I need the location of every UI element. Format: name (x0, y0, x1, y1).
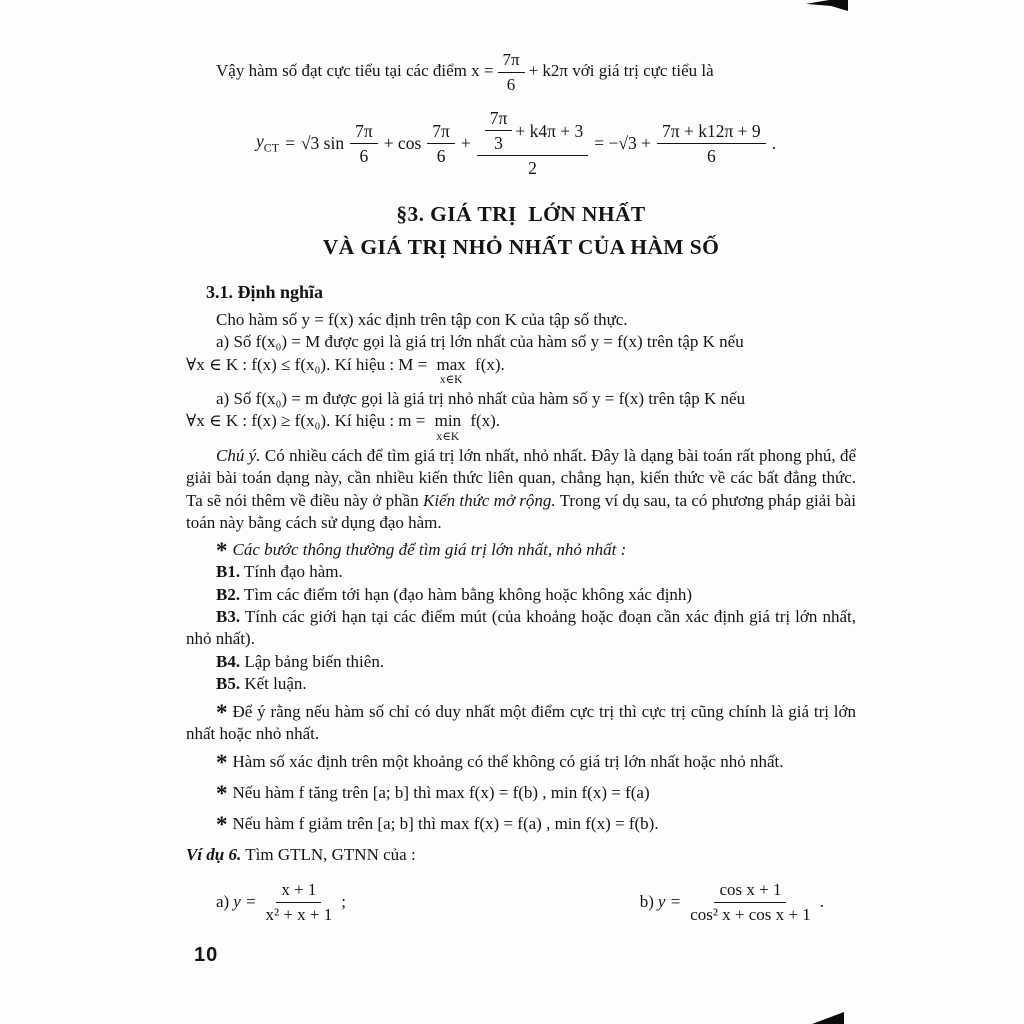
example-formulas (186, 880, 856, 924)
step-b5: B5. Kết luận. (216, 674, 307, 694)
conclusion-text-before: Vậy hàm số đạt cực tiểu tại các điểm (216, 60, 467, 80)
min-operator: min x∈K (434, 411, 462, 443)
section-title (186, 198, 856, 263)
note-label: Chú ý. (216, 445, 261, 465)
x-critical-formula: x = $\frac{7\pi}{6}$ + k2π (471, 50, 569, 94)
min-operator-subscript: x∈K (436, 430, 460, 443)
step-b3: B3. Tính các giới hạn tại các điểm mút (của khoảng hoặc đoạn cần xác định giá trị lớn nhất, nhỏ nhất). (186, 606, 856, 649)
remark-open-interval: * Hàm số xác định trên một khoảng có thể không có giá trị lớn nhất hoặc nhỏ nhất. (216, 749, 784, 775)
fraction-cos-arg: $\frac{7\pi}{6}$ (427, 121, 455, 166)
yct-display-formula: $y_{CT}$ = √3 sin $\frac{7\pi}{6}$ + cos $\frac{7\pi}{6}$ + $\frac{7\pi}{3}$ + k4π + 3 2 = −√3 + $\frac{7\pi + k12\pi + 9}{6}$ . (255, 108, 777, 179)
steps-heading: * Các bước thông thường để tìm giá trị lớn nhất, nhỏ nhất : (216, 537, 627, 563)
section-title-line2: VÀ GIÁ TRỊ NHỎ NHẤT CỦA HÀM SỐ (322, 234, 720, 259)
note-italic-reference: Kiến thức mở rộng. (422, 490, 556, 510)
fraction-7pi-3: $\frac{7\pi}{3}$ (485, 108, 513, 153)
max-operator: max x∈K (436, 354, 466, 386)
fraction-part-b: $\frac{\text{cos x + 1}}{\text{cos² x + cos x + 1}}$ (690, 880, 811, 924)
rule-decreasing: * Nếu hàm f giảm trên [a; b] thì max f(x) = f(a) , min f(x) = f(b). (216, 812, 659, 838)
page-number: 10 (194, 944, 219, 966)
definition-intro: Cho hàm số y = f(x) xác định trên tập con K của tập số thực. (216, 309, 628, 329)
max-definition-line1: a) Số f(x₀) = M được gọi là giá trị lớn nhất của hàm số y = f(x) trên tập K nếu (216, 332, 744, 352)
conclusion-paragraph (186, 50, 856, 94)
fraction-sin-arg: $\frac{7\pi}{6}$ (350, 121, 378, 166)
example-part-b: b) y = $\frac{\text{cos x + 1}}{\text{cos² x + cos x + 1}}$ . (639, 880, 824, 924)
section-title-line1: §3. GIÁ TRỊ LỚN NHẤT (396, 202, 646, 227)
max-definition-line2: ∀x ∈ K : f(x) ≤ f(x₀). Kí hiệu : M = max x∈K f(x). (186, 354, 505, 386)
step-b4: B4. Lập bảng biến thiên. (216, 651, 385, 671)
min-definition-line1: a) Số f(x₀) = m được gọi là giá trị nhỏ nhất của hàm số y = f(x) trên tập K nếu (216, 389, 746, 409)
definition-heading: 3.1. Định nghĩa (206, 281, 324, 302)
fraction-compound: $\frac{7\pi}{3}$ + k4π + 3 2 (477, 108, 589, 178)
conclusion-text-after: với giá trị cực tiểu là (572, 60, 714, 80)
fraction-7pi-6: $\frac{7\pi}{6}$ (498, 50, 525, 94)
remark-unique-extremum: * Để ý rằng nếu hàm số chỉ có duy nhất một điểm cực trị thì cực trị cũng chính là giá trị lớn nhất hoặc nhỏ nhất. (186, 699, 856, 744)
compound-numerator: $\frac{7\pi}{3}$ + k4π + 3 (477, 108, 589, 156)
fraction-result: $\frac{7\pi + k12\pi + 9}{6}$ (657, 121, 766, 166)
page-curl-bottom-icon (812, 1012, 844, 1024)
max-operator-subscript: x∈K (439, 373, 463, 386)
example-heading: Ví dụ 6. Tìm GTLN, GTNN của : (186, 844, 416, 864)
fraction-part-a: $\frac{x + 1}{\text{x² + x + 1}}$ (265, 880, 333, 924)
step-b2: B2. Tìm các điểm tới hạn (đạo hàm bằng không hoặc không xác định) (216, 584, 693, 604)
step-b1: B1. Tính đạo hàm. (216, 562, 343, 582)
example-part-a: a) y = $\frac{x + 1}{\text{x² + x + 1}}$ ; (216, 880, 347, 924)
rule-increasing: * Nếu hàm f tăng trên [a; b] thì max f(x) = f(b) , min f(x) = f(a) (216, 781, 650, 807)
yct-lhs: $y_{CT}$ (255, 131, 280, 155)
note-paragraph: Chú ý. Có nhiều cách để tìm giá trị lớn nhất, nhỏ nhất. Đây là dạng bài toán rất phong phú, để giải bài toán dạng này, cần nhiều kiến thức liên quan, chẳng hạn, kiến thức về các bất đẳng thức. Ta sẽ nói thêm về điều này ở phần Kiến thức mở rộng. Trong ví dụ sau, ta có phương pháp giải bài toán này bằng cách sử dụng đạo hàm. (186, 445, 857, 533)
min-definition-line2: ∀x ∈ K : f(x) ≥ f(x₀). Kí hiệu : m = min x∈K f(x). (186, 411, 501, 443)
